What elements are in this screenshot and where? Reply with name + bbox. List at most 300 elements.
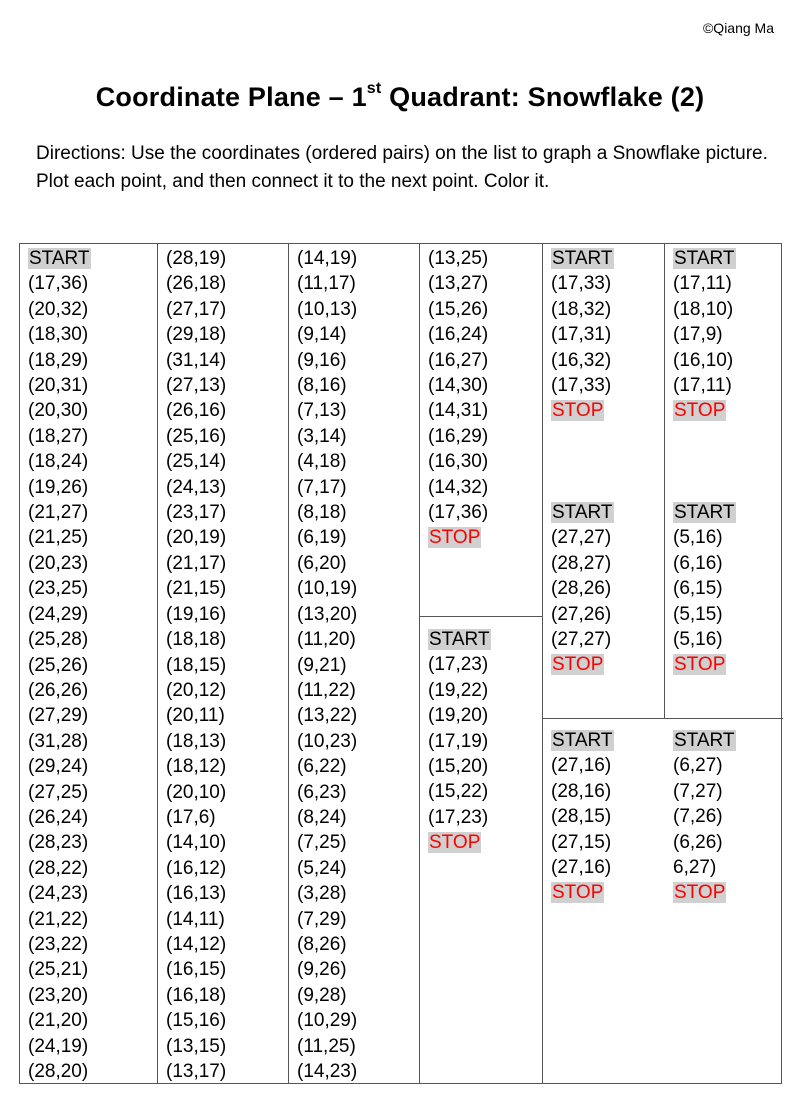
coordinate-pair [28,500,91,525]
coordinate-pair [428,500,488,525]
coordinate-pair-text: (28,16) [551,780,612,802]
coordinate-pair [428,703,491,728]
coordinate-pair [673,830,736,855]
coordinate-pair [551,602,614,627]
coordinate-pair-text: (31,14) [166,349,227,371]
coordinate-pair-text: (8,24) [297,806,347,828]
stop-label-text: STOP [429,527,481,549]
title-text: Coordinate Plane – 1 [95,82,367,112]
coordinate-pair [166,754,226,779]
coordinate-pair [28,551,91,576]
coordinate-pair [673,602,736,627]
coordinate-pair [166,1034,226,1059]
coordinate-pair-text: (13,20) [297,603,358,625]
coordinate-pair-text: (17,9) [673,324,723,346]
coordinate-pair-text: (16,29) [428,425,489,447]
coordinate-pair [297,297,357,322]
coordinate-pair-text: (6,19) [297,527,347,549]
coordinate-pair [428,348,488,373]
coordinate-pair [297,1008,357,1033]
coordinate-pair [166,551,226,576]
copyright-notice: ©Qiang Ma [702,20,774,36]
coordinate-pair-text: (11,20) [297,629,356,651]
coordinate-pair [428,398,488,423]
stop-label-text: STOP [552,882,604,904]
coordinate-pair [297,246,357,271]
coordinate-pair-text: (21,20) [28,1010,89,1032]
coordinate-pair [551,322,614,347]
coordinate-pair [673,576,736,601]
coordinate-pair [28,1008,91,1033]
coordinate-pair [297,907,357,932]
coordinate-pair-text: (9,21) [297,654,347,676]
coordinate-pair-text: 6,27) [673,857,717,879]
start-label-text: START [429,629,490,650]
coordinate-pair-text: (9,16) [297,349,347,371]
coordinate-list-4b [428,627,491,856]
coordinate-pair [166,373,226,398]
coordinate-pair-text: (23,22) [28,933,89,955]
start-label-text: START [674,248,735,269]
coordinate-pair [428,652,491,677]
coordinate-pair [551,830,614,855]
coordinate-pair-text: (28,27) [551,552,612,574]
stop-label [551,880,614,905]
column-divider [288,244,289,1083]
coordinate-list-6c [673,728,736,906]
coordinate-pair [551,576,614,601]
coordinate-pair [166,424,226,449]
coordinate-pair [297,576,357,601]
coordinate-pair [28,1034,91,1059]
coordinate-pair-text: (27,26) [551,603,612,625]
coordinate-pair [297,805,357,830]
stop-label [673,652,736,677]
start-label [551,728,614,753]
coordinate-pair-text: (18,27) [28,425,89,447]
coordinate-pair [28,525,91,550]
coordinate-pair-text: (18,18) [166,629,227,651]
coordinate-pair-text: (15,22) [428,781,489,803]
coordinate-pair-text: (10,29) [297,1010,358,1032]
coordinate-pair [428,322,488,347]
coordinate-pair [428,475,488,500]
coordinate-pair [297,373,357,398]
coordinate-pair [166,932,226,957]
coordinate-pair-text: (26,16) [166,400,227,422]
coordinate-pair [297,475,357,500]
coordinate-pair [166,500,226,525]
coordinate-pair [297,830,357,855]
coordinate-pair [673,551,736,576]
coordinate-pair [428,754,491,779]
coordinate-pair-text: (28,22) [28,857,89,879]
coordinate-pair [166,271,226,296]
coordinate-pair [166,246,226,271]
coordinate-pair [166,881,226,906]
coordinate-pair-text: (3,14) [297,425,347,447]
coordinate-pair-text: (16,12) [166,857,227,879]
coordinate-pair [166,678,226,703]
title-superscript: st [366,80,382,97]
coordinate-pair [166,602,226,627]
coordinate-pair [297,525,357,550]
start-label-text: START [552,730,613,751]
coordinate-pair-text: (17,11) [673,375,732,397]
coordinate-pair [297,1034,357,1059]
coordinate-pair [673,855,736,880]
coordinate-pair [551,779,614,804]
coordinate-pair-text: (17,11) [673,273,732,295]
coordinate-pair-text: (5,16) [673,527,723,549]
coordinate-pair [297,398,357,423]
coordinate-pair [297,322,357,347]
coordinate-pair-text: (6,15) [673,578,723,600]
coordinate-pair-text: (27,27) [551,629,612,651]
stop-label-text: STOP [429,832,481,854]
coordinate-pair-text: (8,16) [297,375,347,397]
start-label [551,500,614,525]
coordinate-pair [297,678,357,703]
stop-label-text: STOP [552,654,604,676]
stop-label-text: STOP [674,882,726,904]
coordinate-pair [551,551,614,576]
coordinate-pair-text: (7,25) [297,832,347,854]
coordinate-pair-text: (14,32) [428,476,489,498]
coordinate-pair-text: (27,13) [166,375,227,397]
coordinate-pair-text: (18,30) [28,324,89,346]
coordinate-pair-text: (16,10) [673,349,734,371]
coordinate-pair [28,703,91,728]
coordinate-pair [28,1059,91,1084]
start-label-text: START [674,730,735,751]
coordinate-pair-text: (6,23) [297,781,347,803]
column-divider [419,244,420,1083]
coordinate-pair [673,348,736,373]
coordinate-pair-text: (21,27) [28,502,89,524]
coordinate-pair [297,983,357,1008]
coordinate-pair [297,754,357,779]
coordinate-pair [297,449,357,474]
title-text-rest: Quadrant: Snowflake (2) [381,82,705,112]
coordinate-pair-text: (18,13) [166,730,227,752]
coordinate-pair-text: (17,19) [428,730,489,752]
coordinate-pair-text: (7,29) [297,908,347,930]
coordinate-pair-text: (11,17) [297,273,356,295]
coordinate-pair-text: (21,25) [28,527,89,549]
coordinate-pair-text: (25,16) [166,425,227,447]
coordinate-pair [28,907,91,932]
start-label-text: START [552,248,613,269]
coordinate-pair [673,627,736,652]
stop-label [551,652,614,677]
coordinate-pair [551,271,614,296]
coordinate-pair [166,1059,226,1084]
coordinate-pair [297,729,357,754]
coordinate-pair-text: (14,30) [428,375,489,397]
coordinate-pair-text: (19,16) [166,603,227,625]
coordinate-pair-text: (7,13) [297,400,347,422]
stop-label [428,525,488,550]
coordinate-pair-text: (27,17) [166,298,227,320]
stop-label [673,880,736,905]
coordinate-pair-text: (9,28) [297,984,347,1006]
coordinate-pair [28,830,91,855]
coordinate-pair [673,297,736,322]
coordinate-pair-text: (18,12) [166,756,227,778]
coordinate-pair-text: (17,36) [28,273,89,295]
coordinate-pair-text: (15,20) [428,756,489,778]
coordinate-pair [297,932,357,957]
coordinate-pair-text: (14,11) [166,908,225,930]
coordinate-pair [673,322,736,347]
coordinate-pair-text: (9,14) [297,324,347,346]
coordinate-pair [166,729,226,754]
coordinate-pair-text: (27,16) [551,857,612,879]
start-label [673,500,736,525]
coordinate-pair-text: (17,36) [428,502,489,524]
coordinate-pair [428,805,491,830]
coordinate-pair [28,271,91,296]
coordinate-pair-text: (27,27) [551,527,612,549]
coordinate-pair [28,856,91,881]
coordinate-pair [28,602,91,627]
start-label [28,246,91,271]
coordinate-pair-text: (19,20) [428,705,489,727]
coordinate-list-6b [673,500,736,678]
coordinate-pair [428,678,491,703]
coordinate-pair-text: (5,16) [673,629,723,651]
coordinate-pair-text: (14,31) [428,400,489,422]
coordinate-pair [28,449,91,474]
coordinate-pair-text: (27,15) [551,831,612,853]
coordinate-pair [166,957,226,982]
coordinate-pair-text: (18,15) [166,654,227,676]
coordinate-pair-text: (13,17) [166,1061,227,1082]
coordinate-pair [166,525,226,550]
coordinate-pair-text: (16,27) [428,349,489,371]
coordinate-pair-text: (20,12) [166,679,227,701]
coordinate-pair-text: (10,23) [297,730,358,752]
coordinate-list-4a [428,246,488,551]
coordinate-pair [28,932,91,957]
start-label-text: START [674,502,735,523]
coordinate-pair [297,602,357,627]
coordinate-pair [166,856,226,881]
coordinate-pair-text: (17,31) [551,324,612,346]
coordinate-pair [551,627,614,652]
coordinate-pair-text: (25,28) [28,629,89,651]
coordinate-pair [297,500,357,525]
stop-label-text: STOP [674,400,726,422]
coordinate-pair-text: (20,23) [28,552,89,574]
coordinate-pair-text: (5,15) [673,603,723,625]
coordinate-pair-text: (14,19) [297,248,358,269]
coordinate-pair-text: (20,30) [28,400,89,422]
coordinate-pair [166,297,226,322]
coordinate-pair [166,653,226,678]
coordinate-pair [28,348,91,373]
coordinate-pair-text: (31,28) [28,730,89,752]
coordinate-pair [428,246,488,271]
coordinate-pair-text: (25,21) [28,959,89,981]
start-label [673,246,736,271]
coordinate-pair-text: (11,22) [297,679,356,701]
coordinate-pair-text: (8,26) [297,933,347,955]
coordinate-pair [551,753,614,778]
coordinate-pair-text: (26,24) [28,806,89,828]
coordinate-pair [28,754,91,779]
coordinate-pair-text: (6,27) [673,755,723,777]
section-divider [542,718,783,719]
coordinate-pair [166,1008,226,1033]
coordinate-pair [166,449,226,474]
coordinate-pair [551,297,614,322]
coordinate-pair-text: (24,29) [28,603,89,625]
coordinate-pair-text: (6,20) [297,552,347,574]
coordinate-pair-text: (7,17) [297,476,347,498]
coordinate-pair-text: (20,31) [28,375,89,397]
stop-label-text: STOP [674,654,726,676]
coordinate-pair [28,780,91,805]
coordinate-pair-text: (23,25) [28,578,89,600]
coordinate-pair-text: (14,10) [166,832,227,854]
coordinate-pair [297,551,357,576]
coordinate-pair-text: (8,18) [297,502,347,524]
coordinate-pair [297,780,357,805]
coordinate-pair-text: (17,6) [166,806,216,828]
coordinate-pair-text: (21,17) [166,552,227,574]
coordinate-pair [166,576,226,601]
coordinate-pair-text: (20,19) [166,527,227,549]
coordinate-pair [28,957,91,982]
coordinate-pair-text: (10,19) [297,578,358,600]
coordinate-pair-text: (16,32) [551,349,612,371]
coordinate-pair [166,983,226,1008]
coordinate-pair [28,322,91,347]
coordinate-pair [673,373,736,398]
coordinate-pair-text: (14,23) [297,1061,358,1082]
coordinate-pair-text: (17,23) [428,806,489,828]
coordinate-pair-text: (6,16) [673,552,723,574]
coordinate-pair-text: (6,26) [673,831,723,853]
coordinate-pair-text: (24,23) [28,883,89,905]
coordinate-pair [28,373,91,398]
coordinate-pair-text: (27,29) [28,705,89,727]
coordinate-pair-text: (10,13) [297,298,358,320]
coordinate-pair-text: (19,26) [28,476,89,498]
stop-label [428,830,491,855]
coordinate-pair [428,729,491,754]
coordinate-pair-text: (13,27) [428,273,489,295]
coordinate-pair-text: (11,25) [297,1035,356,1057]
coordinate-pair-text: (20,11) [166,705,225,727]
coordinate-pair [297,1059,357,1084]
coordinate-pair-text: (25,26) [28,654,89,676]
coordinate-pair [28,881,91,906]
coordinate-pair [551,525,614,550]
coordinate-pair [28,729,91,754]
coordinate-pair [28,805,91,830]
coordinate-pair [28,678,91,703]
coordinate-pair [166,322,226,347]
coordinate-table [19,243,782,1084]
coordinate-pair-text: (24,19) [28,1035,89,1057]
coordinate-pair [166,907,226,932]
coordinate-pair [673,779,736,804]
coordinate-pair-text: (28,23) [28,832,89,854]
coordinate-pair-text: (19,22) [428,679,489,701]
coordinate-pair-text: (13,25) [428,248,489,269]
coordinate-pair-text: (23,20) [28,984,89,1006]
coordinate-pair-text: (6,22) [297,756,347,778]
coordinate-pair [28,424,91,449]
coordinate-pair-text: (28,15) [551,806,612,828]
coordinate-pair-text: (17,33) [551,273,612,295]
coordinate-pair [428,779,491,804]
coordinate-pair-text: (20,10) [166,781,227,803]
coordinate-pair-text: (26,18) [166,273,227,295]
coordinate-pair [673,804,736,829]
coordinate-pair [297,424,357,449]
coordinate-pair-text: (16,13) [166,883,227,905]
coordinate-pair-text: (13,22) [297,705,358,727]
coordinate-list-5c [551,728,614,906]
coordinate-pair [428,424,488,449]
coordinate-list-1 [28,246,91,1084]
coordinate-list-3 [297,246,357,1084]
coordinate-pair [551,373,614,398]
coordinate-pair-text: (17,33) [551,375,612,397]
coordinate-pair-text: (18,24) [28,451,89,473]
coordinate-pair-text: (13,15) [166,1035,227,1057]
coordinate-pair-text: (25,14) [166,451,227,473]
coordinate-pair [297,271,357,296]
coordinate-pair [551,804,614,829]
coordinate-pair [166,780,226,805]
coordinate-pair [28,653,91,678]
coordinate-pair [551,348,614,373]
coordinate-pair [297,627,357,652]
coordinate-pair-text: (20,32) [28,298,89,320]
coordinate-list-5b [551,500,614,678]
coordinate-pair-text: (29,24) [28,756,89,778]
coordinate-pair-text: (28,19) [166,248,227,269]
coordinate-pair [166,627,226,652]
coordinate-pair [673,271,736,296]
coordinate-pair [428,449,488,474]
directions-text: Directions: Use the coordinates (ordered pairs) on the list to graph a Snowflake picture. Plot each point, and then connect it to the next point. Color it. [36,143,768,192]
coordinate-pair [673,525,736,550]
coordinate-list-6a [673,246,736,424]
coordinate-pair [297,856,357,881]
coordinate-pair-text: (29,18) [166,324,227,346]
coordinate-pair [297,653,357,678]
coordinate-pair-text: (21,15) [166,578,227,600]
start-label [673,728,736,753]
coordinate-pair [297,703,357,728]
section-divider [419,616,542,617]
column-divider [542,244,543,1083]
start-label-text: START [552,502,613,523]
coordinate-pair-text: (27,16) [551,755,612,777]
coordinate-pair-text: (16,24) [428,324,489,346]
start-label [428,627,491,652]
coordinate-pair-text: (16,15) [166,959,227,981]
coordinate-pair-text: (5,24) [297,857,347,879]
coordinate-pair-text: (17,23) [428,654,489,676]
coordinate-pair [28,983,91,1008]
